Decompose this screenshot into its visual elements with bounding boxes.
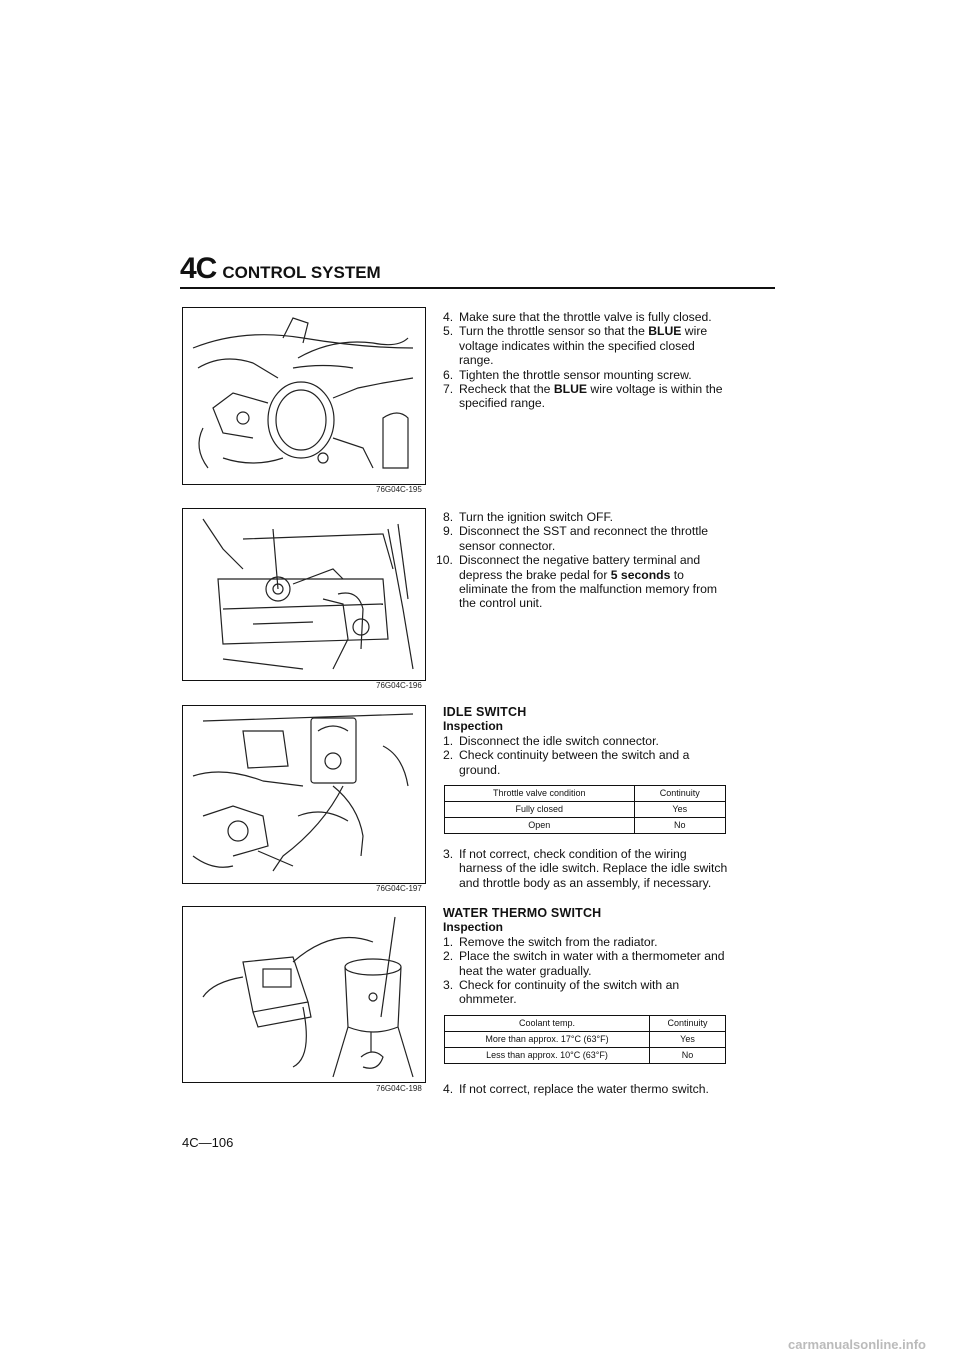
section-title: CONTROL SYSTEM: [222, 263, 381, 282]
step-list: [443, 1082, 728, 1096]
column-header: Continuity: [634, 786, 726, 802]
list-item: 10. Disconnect the negative battery terminal and depress the brake pedal for 5 seconds to eliminate the from the malfunction memory from the control unit.: [436, 553, 718, 611]
column-header: Throttle valve condition: [445, 786, 635, 802]
battery-illustration: [183, 509, 425, 680]
figure-battery-terminal: [182, 508, 426, 681]
list-item: 2. Place the switch in water with a thermometer and heat the water gradually.: [443, 949, 725, 978]
table-cell: No: [650, 1047, 726, 1063]
table-cell: Yes: [634, 802, 726, 818]
table-row: [445, 1031, 726, 1047]
figure-idle-switch: [182, 705, 426, 884]
list-item: 2. Check continuity between the switch and a ground.: [443, 748, 690, 777]
table-cell: No: [634, 818, 726, 834]
table-row: [445, 1047, 726, 1063]
text-block-reset-memory: [436, 510, 728, 611]
table-cell: Less than approx. 10°C (63°F): [445, 1047, 650, 1063]
section-heading: WATER THERMO SWITCH: [443, 906, 602, 920]
table-cell: Fully closed: [445, 802, 635, 818]
water-thermo-test-illustration: [183, 907, 425, 1082]
watermark: carmanualsonline.info: [788, 1337, 926, 1352]
list-item: 3. If not correct, check condition of the wiring harness of the idle switch. Replace the idle switch and throttle body as an assembly, if necessary.: [443, 847, 728, 890]
step-list: [443, 847, 728, 890]
step-list: [436, 510, 728, 611]
list-item: 8. Turn the ignition switch OFF.: [443, 510, 613, 524]
water-thermo-spec-table: [444, 1015, 726, 1064]
step-list: [443, 935, 728, 1007]
idle-switch-ohmmeter-illustration: [183, 706, 425, 883]
subsection-heading: Inspection: [443, 719, 504, 734]
table-cell: Yes: [650, 1031, 726, 1047]
figure-water-thermo-switch: [182, 906, 426, 1083]
emphasis: 5 seconds: [610, 567, 671, 582]
table-row: [445, 802, 726, 818]
column-header: Coolant temp.: [445, 1015, 650, 1031]
list-item: 5. Turn the throttle sensor so that the BLUE wire voltage indicates within the specified closed range.: [443, 324, 708, 368]
list-item: 4. If not correct, replace the water thermo switch.: [443, 1081, 709, 1096]
emphasis: BLUE: [648, 324, 682, 339]
list-item: 3. Check for continuity of the switch with an ohmmeter.: [443, 978, 680, 1007]
throttle-body-illustration: [183, 308, 425, 484]
text-block-throttle-adjust: [443, 310, 728, 411]
step-list: [443, 734, 728, 777]
list-item: 4. Make sure that the throttle valve is fully closed.: [443, 310, 712, 324]
section-heading: IDLE SWITCH: [443, 705, 527, 719]
list-item: 1. Remove the switch from the radiator.: [443, 934, 658, 949]
table-cell: Open: [445, 818, 635, 834]
table-header-row: [445, 786, 726, 802]
column-header: Continuity: [650, 1015, 726, 1031]
step-list: [443, 310, 728, 411]
figure-label: 76G04C-197: [376, 884, 422, 893]
emphasis: BLUE: [553, 382, 588, 397]
page-number: 4C—106: [182, 1135, 234, 1150]
figure-label: 76G04C-198: [376, 1084, 422, 1093]
header-rule: [180, 287, 775, 289]
idle-switch-spec-table: [444, 785, 726, 834]
list-item: 9. Disconnect the SST and reconnect the throttle sensor connector.: [443, 524, 709, 553]
figure-throttle-sensor-adjust: [182, 307, 426, 485]
list-item: 6. Tighten the throttle sensor mounting screw.: [443, 367, 692, 382]
figure-label: 76G04C-196: [376, 681, 422, 690]
list-item: 7. Recheck that the BLUE wire voltage is within the specified range.: [443, 382, 723, 411]
subsection-heading: Inspection: [443, 920, 504, 935]
table-header-row: [445, 1015, 726, 1031]
table-cell: More than approx. 17°C (63°F): [445, 1031, 650, 1047]
list-item: 1. Disconnect the idle switch connector.: [443, 733, 659, 748]
figure-label: 76G04C-195: [376, 485, 422, 494]
section-idle-switch: [443, 705, 728, 890]
section-water-thermo-switch: [443, 906, 728, 1096]
table-row: [445, 818, 726, 834]
page-header: [180, 252, 775, 286]
section-code: 4C: [180, 252, 217, 285]
